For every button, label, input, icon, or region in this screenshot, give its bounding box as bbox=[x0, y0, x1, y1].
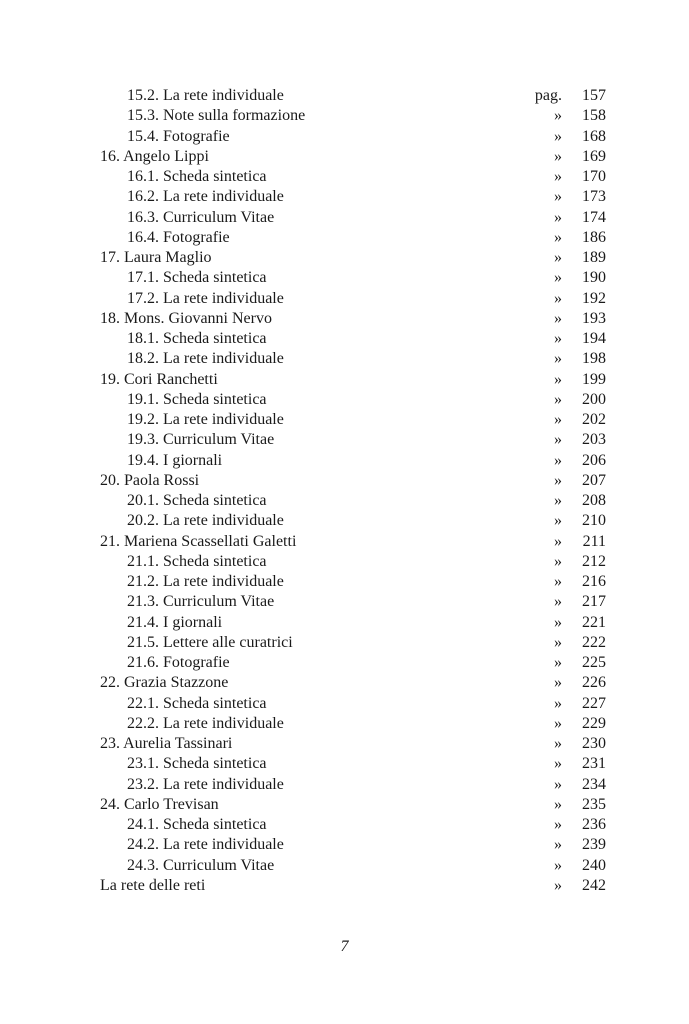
toc-entry-page: 230 bbox=[582, 735, 606, 752]
toc-entry-page: 225 bbox=[582, 654, 606, 671]
toc-entry bbox=[100, 532, 608, 552]
toc-entry-title: 16.4. Fotografie bbox=[127, 228, 230, 246]
toc-entry-page: 206 bbox=[582, 451, 606, 469]
toc-subentry bbox=[100, 187, 608, 207]
toc-entry-page: 173 bbox=[582, 188, 606, 206]
toc-subentry bbox=[100, 835, 608, 855]
toc-entry-title: 19.1. Scheda sintetica bbox=[127, 390, 267, 408]
toc-entry-marker: » bbox=[554, 492, 562, 509]
toc-entry-marker: » bbox=[554, 836, 562, 854]
toc-entry-marker: » bbox=[554, 451, 562, 469]
toc-entry-title: 21. Mariena Scassellati Galetti bbox=[100, 532, 297, 550]
toc-subentry bbox=[100, 289, 608, 309]
toc-entry bbox=[100, 876, 608, 896]
toc-entry-title: 16.3. Curriculum Vitae bbox=[127, 208, 275, 226]
toc-entry-page: 190 bbox=[582, 269, 606, 287]
page-number: 7 bbox=[340, 938, 349, 955]
toc-subentry bbox=[100, 410, 608, 430]
toc-entry-title: 21.1. Scheda sintetica bbox=[127, 552, 267, 570]
toc-entry-page: 158 bbox=[582, 107, 606, 125]
toc-entry-marker: » bbox=[554, 107, 562, 125]
toc-entry-marker: » bbox=[554, 674, 562, 692]
toc-entry-marker: » bbox=[554, 593, 562, 611]
toc-entry-page: 227 bbox=[582, 694, 606, 712]
toc-entry-page: 202 bbox=[582, 411, 606, 428]
toc-subentry bbox=[100, 106, 608, 126]
toc-entry-marker: » bbox=[554, 795, 562, 813]
toc-entry-title: 23.1. Scheda sintetica bbox=[127, 755, 267, 773]
toc-subentry bbox=[100, 86, 608, 106]
toc-entry-marker: » bbox=[554, 370, 562, 388]
toc-entry-title: 15.2. La rete individuale bbox=[127, 87, 284, 104]
toc-entry-page: 168 bbox=[582, 127, 606, 145]
toc-entry-marker: » bbox=[554, 735, 562, 752]
toc-subentry bbox=[100, 613, 608, 633]
toc-entry-marker: » bbox=[554, 654, 562, 671]
toc-subentry bbox=[100, 127, 608, 147]
toc-entry-page: 211 bbox=[582, 532, 606, 550]
toc-entry-title: 19.2. La rete individuale bbox=[127, 411, 284, 428]
toc-entry-title: 23.2. La rete individuale bbox=[127, 775, 284, 793]
toc-entry-title: 19. Cori Ranchetti bbox=[100, 370, 218, 388]
toc-entry-title: 15.4. Fotografie bbox=[127, 127, 230, 145]
toc-subentry bbox=[100, 491, 608, 511]
toc-entry-title: 24.1. Scheda sintetica bbox=[127, 816, 267, 833]
toc-entry-marker: pag. bbox=[534, 87, 562, 104]
toc-entry-title: 16.1. Scheda sintetica bbox=[127, 168, 267, 185]
toc-entry-page: 169 bbox=[582, 147, 606, 165]
toc-entry-title: 24.3. Curriculum Vitae bbox=[127, 856, 275, 874]
toc-entry-marker: » bbox=[554, 876, 562, 894]
toc-entry-marker: » bbox=[554, 694, 562, 712]
toc-entry-page: 212 bbox=[582, 552, 606, 570]
toc-entry-page: 239 bbox=[582, 836, 606, 854]
toc-entry-page: 186 bbox=[582, 228, 606, 246]
toc-entry-title: 21.4. I giornali bbox=[127, 613, 223, 631]
toc-entry-title: 18.2. La rete individuale bbox=[127, 350, 284, 368]
toc-subentry bbox=[100, 451, 608, 471]
toc-entry-marker: » bbox=[554, 856, 562, 874]
toc-entry-page: 189 bbox=[582, 249, 606, 266]
toc-entry-title: 22.2. La rete individuale bbox=[127, 714, 284, 732]
toc-entry-page: 235 bbox=[582, 795, 606, 813]
toc-entry-marker: » bbox=[554, 168, 562, 185]
toc-entry-marker: » bbox=[554, 755, 562, 773]
toc-entry-marker: » bbox=[554, 431, 562, 449]
toc-subentry bbox=[100, 815, 608, 835]
toc-subentry bbox=[100, 167, 608, 187]
toc-entry-marker: » bbox=[554, 532, 562, 550]
toc-entry-title: 17. Laura Maglio bbox=[100, 249, 212, 266]
table-of-contents bbox=[100, 86, 608, 896]
toc-entry-page: 199 bbox=[582, 370, 606, 388]
toc-entry-title: 21.2. La rete individuale bbox=[127, 573, 284, 590]
toc-subentry bbox=[100, 592, 608, 612]
toc-entry-page: 234 bbox=[582, 775, 606, 793]
toc-entry-marker: » bbox=[554, 471, 562, 489]
toc-entry bbox=[100, 471, 608, 491]
toc-entry bbox=[100, 309, 608, 329]
toc-subentry bbox=[100, 552, 608, 572]
toc-entry-title: 18.1. Scheda sintetica bbox=[127, 330, 267, 347]
toc-subentry bbox=[100, 633, 608, 653]
toc-subentry bbox=[100, 329, 608, 349]
toc-entry-marker: » bbox=[554, 552, 562, 570]
toc-subentry bbox=[100, 511, 608, 531]
toc-entry-marker: » bbox=[554, 147, 562, 165]
toc-entry bbox=[100, 673, 608, 693]
toc-entry-title: 15.3. Note sulla formazione bbox=[127, 107, 306, 125]
toc-entry-page: 170 bbox=[582, 168, 606, 185]
toc-entry-page: 194 bbox=[582, 330, 606, 347]
toc-entry-page: 157 bbox=[582, 87, 606, 104]
toc-entry-page: 198 bbox=[582, 350, 606, 368]
toc-subentry bbox=[100, 572, 608, 592]
toc-subentry bbox=[100, 775, 608, 795]
toc-entry-marker: » bbox=[554, 188, 562, 206]
toc-entry-page: 207 bbox=[582, 471, 606, 489]
toc-entry-title: 17.2. La rete individuale bbox=[127, 289, 284, 307]
toc-entry-marker: » bbox=[554, 289, 562, 307]
toc-entry-title: 20. Paola Rossi bbox=[100, 471, 200, 489]
toc-subentry bbox=[100, 653, 608, 673]
toc-entry-marker: » bbox=[554, 390, 562, 408]
toc-entry-marker: » bbox=[554, 208, 562, 226]
toc-entry-page: 216 bbox=[582, 573, 606, 590]
toc-entry-title: 20.2. La rete individuale bbox=[127, 512, 284, 530]
toc-subentry bbox=[100, 430, 608, 450]
toc-entry-marker: » bbox=[554, 714, 562, 732]
toc-entry-title: 17.1. Scheda sintetica bbox=[127, 269, 267, 287]
toc-entry-marker: » bbox=[554, 512, 562, 530]
toc-entry-title: 16.2. La rete individuale bbox=[127, 188, 284, 206]
toc-entry-page: 208 bbox=[582, 492, 606, 509]
toc-subentry bbox=[100, 856, 608, 876]
toc-subentry bbox=[100, 228, 608, 248]
toc-entry-marker: » bbox=[554, 775, 562, 793]
toc-entry-page: 203 bbox=[582, 431, 606, 449]
toc-entry-page: 226 bbox=[582, 674, 606, 692]
toc-entry-title: 18. Mons. Giovanni Nervo bbox=[100, 309, 272, 327]
toc-subentry bbox=[100, 714, 608, 734]
toc-entry-page: 221 bbox=[582, 613, 606, 631]
toc-entry-page: 210 bbox=[582, 512, 606, 530]
toc-entry-marker: » bbox=[554, 613, 562, 631]
toc-entry-marker: » bbox=[554, 269, 562, 287]
toc-entry-title: 20.1. Scheda sintetica bbox=[127, 492, 267, 509]
toc-subentry bbox=[100, 268, 608, 288]
toc-entry-page: 231 bbox=[582, 755, 606, 773]
toc-entry-page: 242 bbox=[582, 876, 606, 894]
toc-entry-page: 217 bbox=[582, 593, 606, 611]
toc-entry-marker: » bbox=[554, 633, 562, 651]
toc-entry-title: 19.4. I giornali bbox=[127, 451, 223, 469]
toc-entry bbox=[100, 734, 608, 754]
toc-entry-title: 24. Carlo Trevisan bbox=[100, 795, 219, 813]
toc-subentry bbox=[100, 754, 608, 774]
toc-entry-marker: » bbox=[554, 411, 562, 428]
toc-subentry bbox=[100, 694, 608, 714]
toc-entry-page: 240 bbox=[582, 856, 606, 874]
toc-entry-page: 193 bbox=[582, 309, 606, 327]
toc-entry-title: 22. Grazia Stazzone bbox=[100, 674, 229, 692]
toc-entry-title: 16. Angelo Lippi bbox=[100, 147, 209, 165]
toc-entry-page: 174 bbox=[582, 208, 606, 226]
toc-entry-page: 236 bbox=[582, 816, 606, 833]
toc-entry-marker: » bbox=[554, 350, 562, 368]
toc-subentry bbox=[100, 349, 608, 369]
toc-entry-title: 21.6. Fotografie bbox=[127, 654, 230, 671]
toc-entry-page: 222 bbox=[582, 633, 606, 651]
toc-entry-page: 200 bbox=[582, 390, 606, 408]
toc-entry-title: 19.3. Curriculum Vitae bbox=[127, 431, 275, 449]
toc-entry-title: 21.5. Lettere alle curatrici bbox=[127, 633, 293, 651]
toc-entry-title: 24.2. La rete individuale bbox=[127, 836, 284, 854]
toc-entry bbox=[100, 370, 608, 390]
toc-entry-title: La rete delle reti bbox=[100, 876, 206, 894]
toc-entry-title: 23. Aurelia Tassinari bbox=[100, 735, 233, 752]
toc-entry-title: 21.3. Curriculum Vitae bbox=[127, 593, 275, 611]
toc-entry-marker: » bbox=[554, 309, 562, 327]
toc-subentry bbox=[100, 390, 608, 410]
toc-entry-marker: » bbox=[554, 228, 562, 246]
toc-entry-marker: » bbox=[554, 249, 562, 266]
toc-entry-title: 22.1. Scheda sintetica bbox=[127, 694, 267, 712]
toc-entry bbox=[100, 795, 608, 815]
toc-entry-page: 229 bbox=[582, 714, 606, 732]
toc-entry-page: 192 bbox=[582, 289, 606, 307]
toc-subentry bbox=[100, 208, 608, 228]
toc-entry-marker: » bbox=[554, 330, 562, 347]
toc-entry-marker: » bbox=[554, 816, 562, 833]
toc-entry bbox=[100, 248, 608, 268]
toc-entry-marker: » bbox=[554, 573, 562, 590]
toc-entry-marker: » bbox=[554, 127, 562, 145]
toc-entry bbox=[100, 147, 608, 167]
